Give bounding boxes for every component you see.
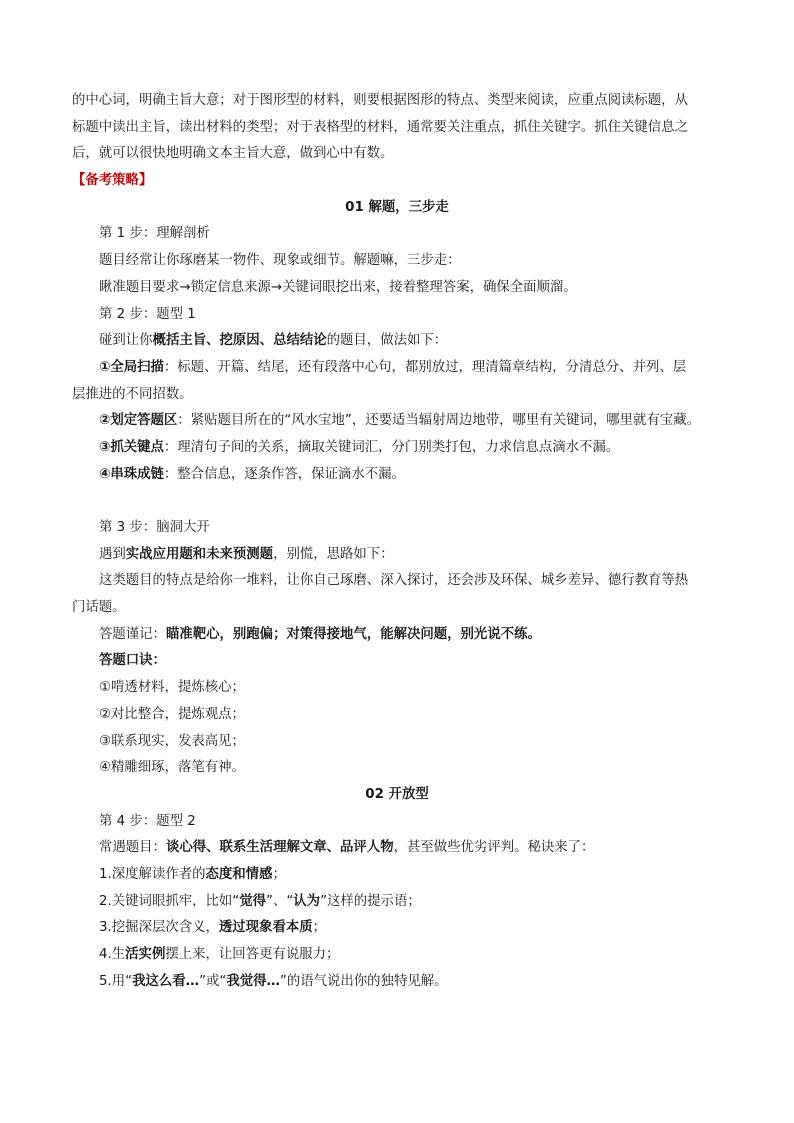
- tip-2-b: 觉得: [239, 893, 267, 909]
- step-4-intro-b: 谈心得、联系生活理解文章、品评人物: [165, 840, 394, 856]
- item-1: [72, 355, 722, 382]
- item-2-text: ：紧贴题目所在的“风水宝地”，还要适当辐射周边地带，哪里有关键词，哪里就有宝藏。: [177, 413, 701, 429]
- section-2-title: 02 开放型: [365, 786, 429, 802]
- item-1-cont: 层推进的不同招数。: [72, 386, 193, 402]
- step-3-desc: 这类题目的特点是给你一堆料，让你自己琢磨、深入探讨，还会涉及环保、城乡差异、德行教育等热: [99, 573, 689, 589]
- tip-1-b: 态度和情感: [205, 866, 273, 882]
- step-2-intro-a: 碰到让你: [99, 333, 153, 349]
- step-2-intro-b: 概括主旨、挖原因、总结结论: [152, 333, 327, 349]
- tip-3-c: ；: [312, 920, 327, 936]
- step-3-intro: [72, 542, 722, 569]
- item-3-bold: ③抓关键点: [99, 439, 164, 455]
- item-3-text: ：理清句子间的关系，摘取关键词汇，分门别类打包，力求信息点滴水不漏。: [163, 439, 620, 455]
- tip-5-e: ”的语气说出你的独特见解。: [279, 973, 448, 989]
- tip-2-c: ”、“: [266, 893, 294, 909]
- formula-title: [72, 648, 722, 675]
- step-4-intro-c: ，甚至做些优劣评判。秘诀来了：: [393, 840, 595, 856]
- formula-item: ③联系现实，发表高见；: [99, 733, 245, 749]
- item-4: [72, 462, 722, 489]
- tip-1-c: ；: [272, 866, 286, 882]
- tip-2: [72, 889, 722, 916]
- tip-3: [72, 915, 722, 942]
- tip-5-b: 我这么看…: [132, 973, 200, 989]
- formula-item: ①啃透材料，提炼核心；: [99, 680, 245, 696]
- tip-3-b: 透过现象看本质: [218, 920, 313, 936]
- step-3-title: 第 3 步：脑洞大开: [99, 520, 210, 535]
- item-2-bold: ②划定答题区: [99, 413, 178, 429]
- remember-label: 答题谨记：: [99, 626, 166, 642]
- tip-4-a: 4.生: [99, 947, 126, 962]
- formula-title-text: 答题口诀：: [99, 653, 166, 669]
- tip-2-e: ”这样的提示语；: [320, 893, 421, 909]
- section-1-title: 01 解题，三步走: [345, 199, 449, 215]
- intro-line-1: 的中心词，明确主旨大意；对于图形型的材料，则要根据图形的特点、类型来阅读，应重点阅读标题，从: [72, 93, 688, 108]
- remember-text: 瞄准靶心，别跑偏；对策得接地气，能解决问题，别光说不练。: [165, 626, 541, 642]
- remember-line: [72, 622, 722, 649]
- strategy-label: 【备考策略】: [72, 173, 153, 189]
- tip-3-a: 3.挖掘深层次含义，: [99, 920, 219, 936]
- tip-1-a: 1.深度解读作者的: [99, 866, 206, 882]
- step-2-intro-c: 的题目，做法如下：: [326, 333, 448, 349]
- tip-4-c: 摆上来，让回答更有说服力；: [165, 947, 340, 962]
- blank-line: [72, 488, 722, 515]
- step-4-intro: [72, 835, 722, 862]
- step-3-intro-b: 实战应用题和未来预测题: [125, 546, 274, 562]
- step-2-title: 第 2 步：题型 1: [99, 306, 196, 322]
- tip-1: [72, 862, 722, 889]
- formula-item: ④精雕细琢，落笔有神。: [99, 760, 245, 776]
- intro-line-2: 标题中读出主旨，读出材料的类型；对于表格型的材料，通常要关注重点，抓住关键字。抓住关键信息之: [72, 119, 688, 135]
- item-4-bold: ④串珠成链: [99, 466, 164, 482]
- item-4-text: ：整合信息，逐条作答，保证滴水不漏。: [163, 466, 405, 482]
- step-1-text: 题目经常让你琢磨某一物件、现象或细节。解题嘛，三步走：: [99, 253, 461, 269]
- item-1-text: ：标题、开篇、结尾，还有段落中心句，都别放过，理清篇章结构，分清总分、并列、层: [163, 359, 687, 375]
- step-1-flow: 瞅准题目要求→锁定信息来源→关键词眼挖出来，接着整理答案，确保全面顺溜。: [99, 279, 577, 295]
- tip-4: [72, 942, 722, 969]
- step-4-intro-a: 常遇题目：: [99, 840, 166, 856]
- item-1-bold: ①全局扫描: [99, 359, 164, 375]
- item-2: [72, 408, 722, 435]
- intro-line-3: 后，就可以很快地明确文本主旨大意，做到心中有数。: [72, 146, 394, 162]
- step-1-title: 第 1 步：理解剖析: [99, 226, 210, 242]
- tip-2-d: 认为: [293, 893, 321, 909]
- tip-2-a: 2.关键词眼抓牢，比如“: [99, 893, 240, 909]
- tip-5-d: 我觉得…: [226, 973, 280, 989]
- tip-5-c: ”或“: [199, 973, 227, 989]
- tip-5: [72, 969, 722, 996]
- tip-4-b: 活实例: [125, 947, 166, 962]
- formula-item: ②对比整合，提炼观点；: [99, 706, 245, 722]
- step-3-intro-c: ，别慌，思路如下：: [273, 546, 394, 562]
- step-4-title: 第 4 步：题型 2: [99, 813, 196, 829]
- tip-5-a: 5.用“: [99, 973, 133, 989]
- step-2-intro: [72, 328, 722, 355]
- document-page: [72, 88, 722, 995]
- step-3-intro-a: 遇到: [99, 546, 126, 562]
- item-3: [72, 435, 722, 462]
- step-3-desc-cont: 门话题。: [72, 600, 126, 616]
